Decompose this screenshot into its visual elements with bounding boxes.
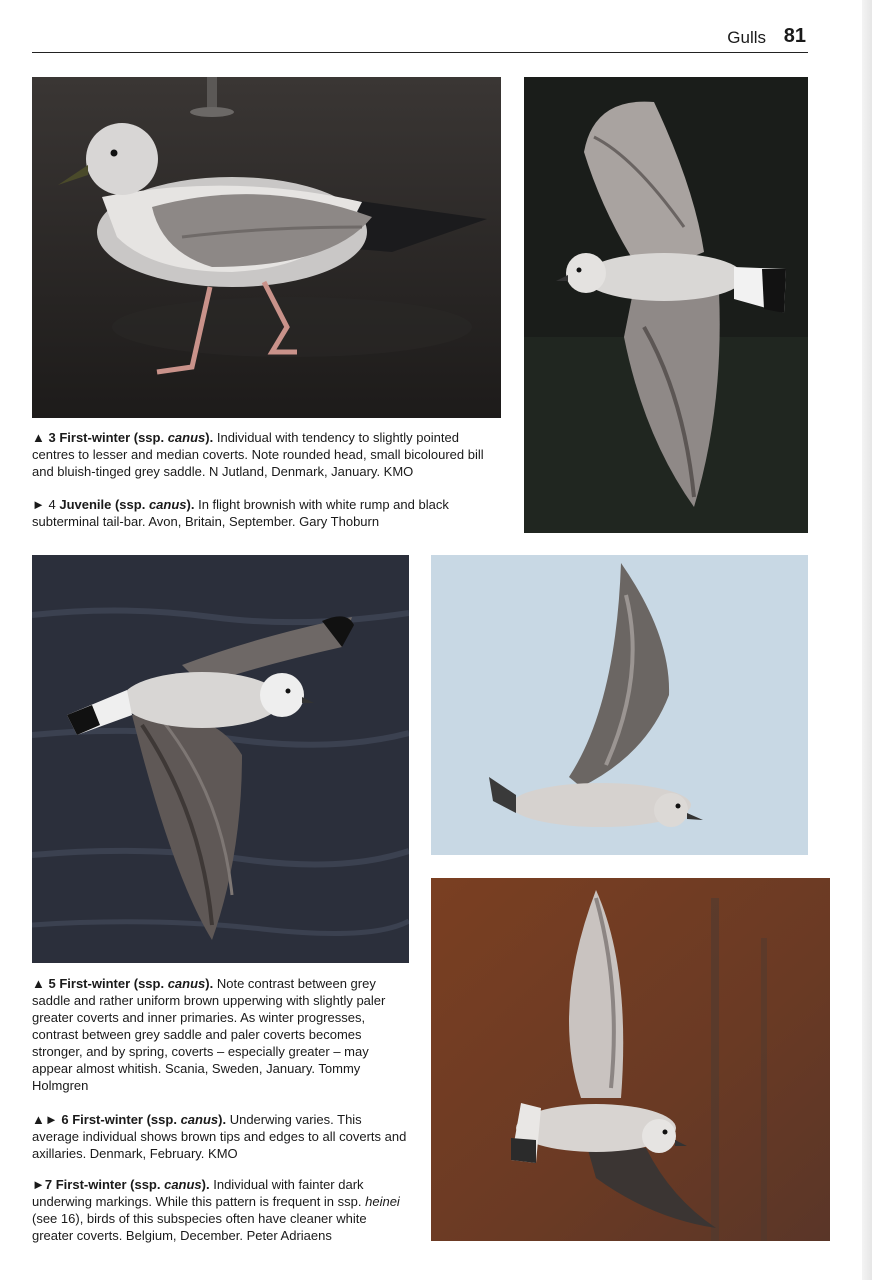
caption-6-ssp: canus (180, 1112, 219, 1127)
caption-7-ssp2: heinei (365, 1194, 400, 1209)
caption-4-label-end: ). (186, 497, 195, 512)
caption-4-label: Juvenile (ssp. (59, 497, 149, 512)
caption-5-ssp: canus (167, 976, 206, 991)
section-title: Gulls (727, 28, 766, 47)
photo-4-juvenile-flight (524, 77, 808, 533)
page-edge (862, 0, 872, 1280)
caption-7-label-end: ). (201, 1177, 210, 1192)
caption-5 (32, 975, 410, 1094)
caption-6-marker: ▲► 6 (32, 1112, 69, 1127)
caption-6 (32, 1111, 410, 1162)
caption-5-marker: ▲ 5 (32, 976, 56, 991)
caption-6-label: First-winter (ssp. (72, 1112, 181, 1127)
caption-7-marker: ►7 (32, 1177, 53, 1192)
caption-3-text: Individual with tendency to slightly pointed centres to lesser and median coverts. Note rounded head, small bicoloured bill and bluish-tinged grey saddle. N Jutland, Denmark, January. KMO (32, 430, 484, 479)
caption-6-text: Underwing varies. This average individual shows brown tips and edges to all coverts and axillaries. Denmark, February. KMO (32, 1112, 407, 1161)
caption-3-ssp: canus (167, 430, 206, 445)
photo-3-standing-gull (32, 77, 501, 418)
photo-6-underwing-sky (431, 555, 808, 855)
caption-3-label: First-winter (ssp. (59, 430, 168, 445)
caption-5-label-end: ). (205, 976, 214, 991)
caption-7-text-a: Individual with fainter dark underwing markings. While this pattern is frequent in ssp. (32, 1177, 366, 1209)
photo-7-underwing-woodland (431, 878, 830, 1241)
caption-4 (32, 496, 504, 530)
caption-3-marker: ▲ 3 (32, 430, 56, 445)
caption-4-text: In flight brownish with white rump and black subterminal tail-bar. Avon, Britain, September. Gary Thoburn (32, 497, 449, 529)
caption-3 (32, 429, 504, 480)
caption-4-marker: ► 4 (32, 497, 56, 512)
caption-7-label: First-winter (ssp. (55, 1177, 165, 1192)
caption-7-text-b: (see 16), birds of this subspecies often have cleaner white greater coverts. Belgium, December. Peter Adriaens (32, 1211, 367, 1243)
running-header (32, 22, 808, 53)
caption-7-ssp: canus (164, 1177, 202, 1192)
caption-4-ssp: canus (148, 497, 187, 512)
caption-5-label: First-winter (ssp. (59, 976, 168, 991)
page-number: 81 (783, 25, 806, 47)
caption-5-text: Note contrast between grey saddle and rather uniform brown upperwing with slightly paler greater coverts and inner primaries. As winter progresses, contrast between grey saddle and paler coverts becomes stronger, and by spring, coverts – especially greater – may appear almost whitish. Scania, Sweden, January. Tommy Holmgren (32, 976, 386, 1093)
caption-3-label-end: ). (205, 430, 214, 445)
caption-6-label-end: ). (218, 1112, 227, 1127)
photo-5-first-winter-over-water (32, 555, 409, 963)
caption-7 (32, 1176, 410, 1244)
